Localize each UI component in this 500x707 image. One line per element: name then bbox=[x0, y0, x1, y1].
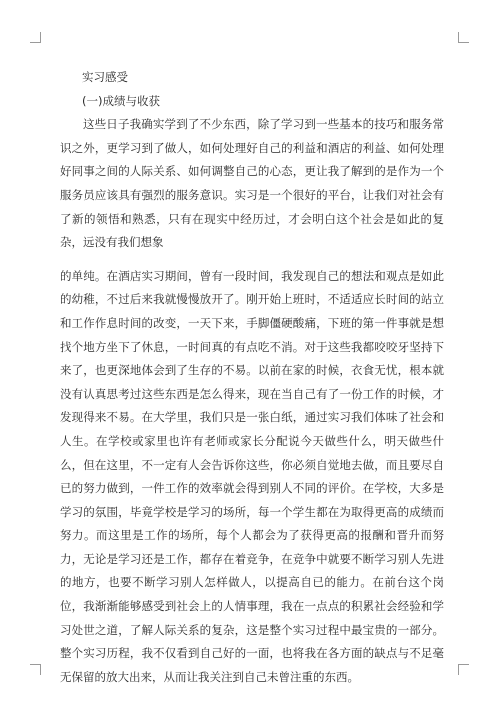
paragraph-2: 的单纯。在酒店实习期间，曾有一段时间，我发现自己的想法和观点是如此的幼稚，不过后来我就慢慢放开了。刚开始上班时，不适适应长时间的站立和工作作息时间的改变，一天下来，手脚僵硬酸痛，下班的第一件事就是想找个地方坐下了休息，一时间真的有点吃不消。对于这些我都咬咬牙坚持下来了，也更深地体会到了生存的不易。以前在家的时候，衣食无忧，根本就没有认真思考过这些东西是怎么得来，现在当自己有了一份工作的时候，才发现得来不易。在大学里，我们只是一张白纸，通过实习我们体味了社会和人生。在学校或家里也许有老师或家长分配说今天做些什么，明天做些什么，但在这里，不一定有人会告诉你这些，你必须自觉地去做，而且要尽自已的努力做到，一件工作的效率就会得到别人不同的评价。在学校，大多是学习的氛围，毕竟学校是学习的场所，每一个学生都在为取得更高的成绩而努力。而这里是工作的场所，每个人都会为了获得更高的报酬和晋升而努力，无论是学习还是工作，都存在着竞争，在竞争中就要不断学习别人先进的地方，也要不断学习别人怎样做人，以提高自已的能力。在前台这个岗位，我渐渐能够感受到社会上的人情事理，我在一点点的积累社会经验和学习处世之道，了解人际关系的复杂，这是整个实习过程中最宝贵的一部分。整个实习历程，我不仅看到自己好的一面，也将我在各方面的缺点与不足毫无保留的放大出来，从而让我关注到自己未曾注重的东西。 bbox=[60, 268, 444, 684]
crop-mark-bottom-right bbox=[458, 664, 469, 675]
document-body bbox=[60, 66, 444, 689]
section-heading: (一)成绩与收获 bbox=[82, 93, 160, 108]
crop-mark-top-left bbox=[30, 32, 41, 43]
paragraph-1: 这些日子我确实学到了不少东西，除了学习到一些基本的技巧和服务常识之外，更学习到了做人，如何处理好自己的利益和酒店的利益、如何处理好同事之间的人际关系、如何调整自己的心态，更让我了解到的是作为一个服务员应该具有强烈的服务意识。实习是一个很好的平台，让我们对社会有了新的领悟和熟悉，只有在现实中经历过，才会明白这个社会是如此的复杂，远没有我们想象 bbox=[60, 117, 444, 250]
crop-mark-bottom-left bbox=[30, 664, 41, 675]
document-title: 实习感受 bbox=[82, 70, 128, 84]
crop-mark-top-right bbox=[458, 32, 469, 43]
